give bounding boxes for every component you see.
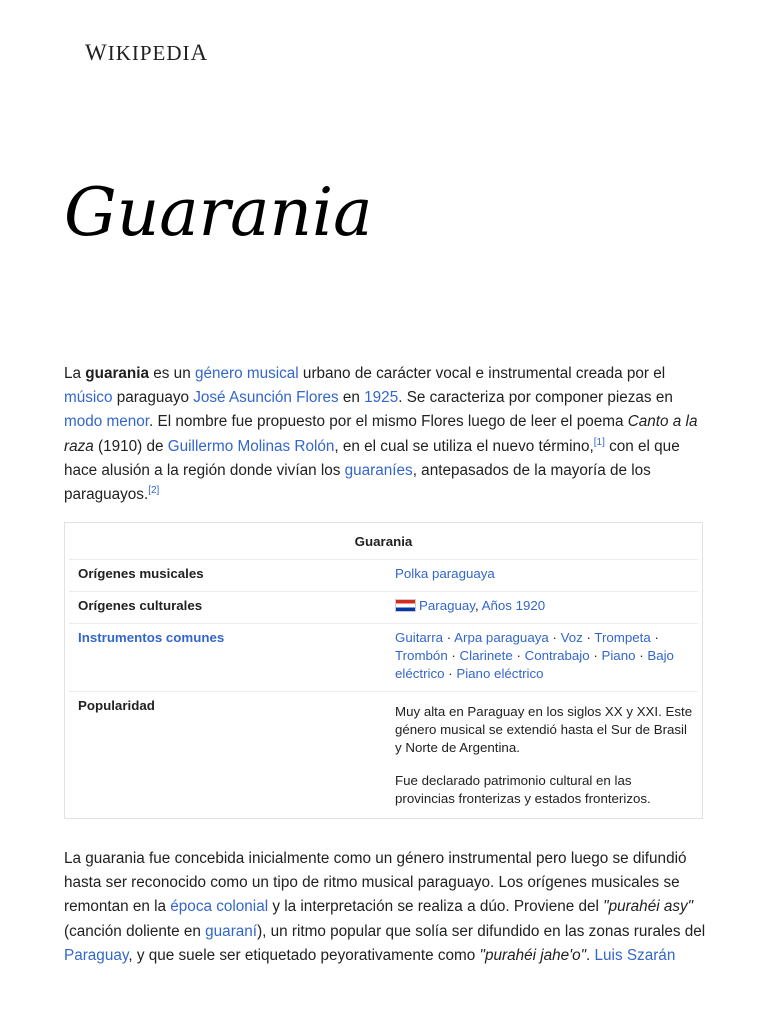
italic-term: "purahéi jahe'o" [479, 946, 587, 964]
infobox-label: Popularidad [78, 698, 155, 713]
intro-paragraph: La guarania es un género musical urbano de carácter vocal e instrumental creada por el músico paraguayo José Asunción Flores en 1925. Se caracteriza por componer piezas en modo menor. El nombre fue propuesto por el mismo Flores luego de leer el poema Canto a la raza (1910) de Guillermo Molinas Rolón, en el cual se utiliza el nuevo término,[1] con el que hace alusión a la región donde vivían los guaraníes, antepasados de la mayoría de los paraguayos.[2] [64, 365, 698, 504]
link-modo-menor[interactable]: modo menor [64, 413, 150, 431]
link-1925[interactable]: 1925 [364, 389, 399, 407]
infobox-row-origenes-culturales [69, 591, 698, 624]
link-instrument[interactable]: Trompeta [594, 630, 651, 645]
popularidad-text-2: Fue declarado patrimonio cultural en las provincias fronterizas y estados fronterizos. [395, 772, 651, 806]
italic-term: "purahéi asy" [603, 898, 694, 916]
link-jose-asuncion-flores[interactable]: José Asunción Flores [193, 389, 339, 407]
infobox-value [395, 565, 695, 583]
bold-term: guarania [85, 365, 150, 382]
popularidad-text-1: Muy alta en Paraguay en los siglos XX y XXI. Este género musical se extendió hasta el Sur de Brasil y Norte de Argentina. [395, 704, 693, 756]
link-luis-szaran[interactable]: Luis Szarán [594, 946, 676, 964]
link-guaranies[interactable]: guaraníes [344, 461, 413, 479]
link-instrument[interactable]: Trombón [395, 648, 448, 664]
infobox-row-popularidad [69, 691, 698, 812]
infobox-value: Paraguay, Años 1920 [395, 597, 695, 615]
infobox-caption: Guarania [354, 534, 413, 549]
link-instrumentos-comunes[interactable]: Instrumentos comunes [78, 630, 225, 645]
body-paragraph: La guarania fue concebida inicialmente como un género instrumental pero luego se difundió hasta ser reconocido como un tipo de ritmo musical paraguayo. Los orígenes musicales se remontan en la época colonial y la interpretación se realiza a dúo. Proviene del "purahéi asy" (canción doliente en guaraní), un ritmo popular que solía ser difundido en las zonas rurales del Paraguay, y que suele ser etiquetado peyorativamente como "purahéi jahe'o". Luis Szarán [64, 850, 706, 964]
link-paraguay[interactable]: Paraguay [419, 598, 475, 613]
wikipedia-logo[interactable] [85, 40, 208, 66]
link-anos-1920[interactable]: Años 1920 [481, 598, 546, 613]
link-genero-musical[interactable]: género musical [194, 365, 299, 382]
link-instrument[interactable]: Piano [601, 648, 636, 664]
link-instrument[interactable]: Guitarra [395, 630, 444, 645]
link-instrument[interactable]: Contrabajo [524, 648, 590, 664]
link-instrument[interactable]: Arpa paraguaya [454, 630, 549, 645]
link-instrument[interactable]: Bajo eléctrico [395, 648, 674, 682]
link-instrument[interactable]: Piano eléctrico [456, 666, 544, 682]
infobox-label: Orígenes musicales [78, 566, 204, 581]
reference-2[interactable]: [2] [148, 485, 160, 497]
paraguay-flag-icon [395, 599, 416, 612]
link-instrument[interactable]: Voz [560, 630, 583, 645]
link-epoca-colonial[interactable]: época colonial [170, 898, 269, 916]
infobox-value-instrumentos: Guitarra · Arpa paraguaya · Voz · Trompeta · Trombón · Clarinete · Contrabajo · Piano · Bajo eléctrico · Piano eléctrico [395, 630, 674, 682]
infobox-row-origenes-musicales [69, 559, 698, 592]
link-guillermo-molinas-rolon[interactable]: Guillermo Molinas Rolón [167, 437, 335, 455]
logo-last-letter: A [190, 40, 209, 65]
italic-poem-title: Canto a la raza [64, 413, 698, 455]
infobox-label: Orígenes culturales [78, 598, 203, 613]
infobox-value-popularidad [395, 703, 695, 808]
link-guarani[interactable]: guaraní [205, 922, 258, 940]
logo-first-letter: W [85, 40, 108, 65]
reference-1[interactable]: [1] [593, 436, 605, 448]
logo-middle: IKIPEDI [107, 41, 191, 65]
link-instrument[interactable]: Clarinete [459, 648, 513, 664]
infobox-row-instrumentos [69, 623, 698, 692]
link-polka-paraguaya[interactable]: Polka paraguaya [395, 566, 495, 581]
page-title: Guarania [64, 174, 373, 251]
infobox [64, 522, 703, 819]
link-musico[interactable]: músico [64, 389, 113, 407]
link-paraguay-body[interactable]: Paraguay [64, 946, 129, 964]
